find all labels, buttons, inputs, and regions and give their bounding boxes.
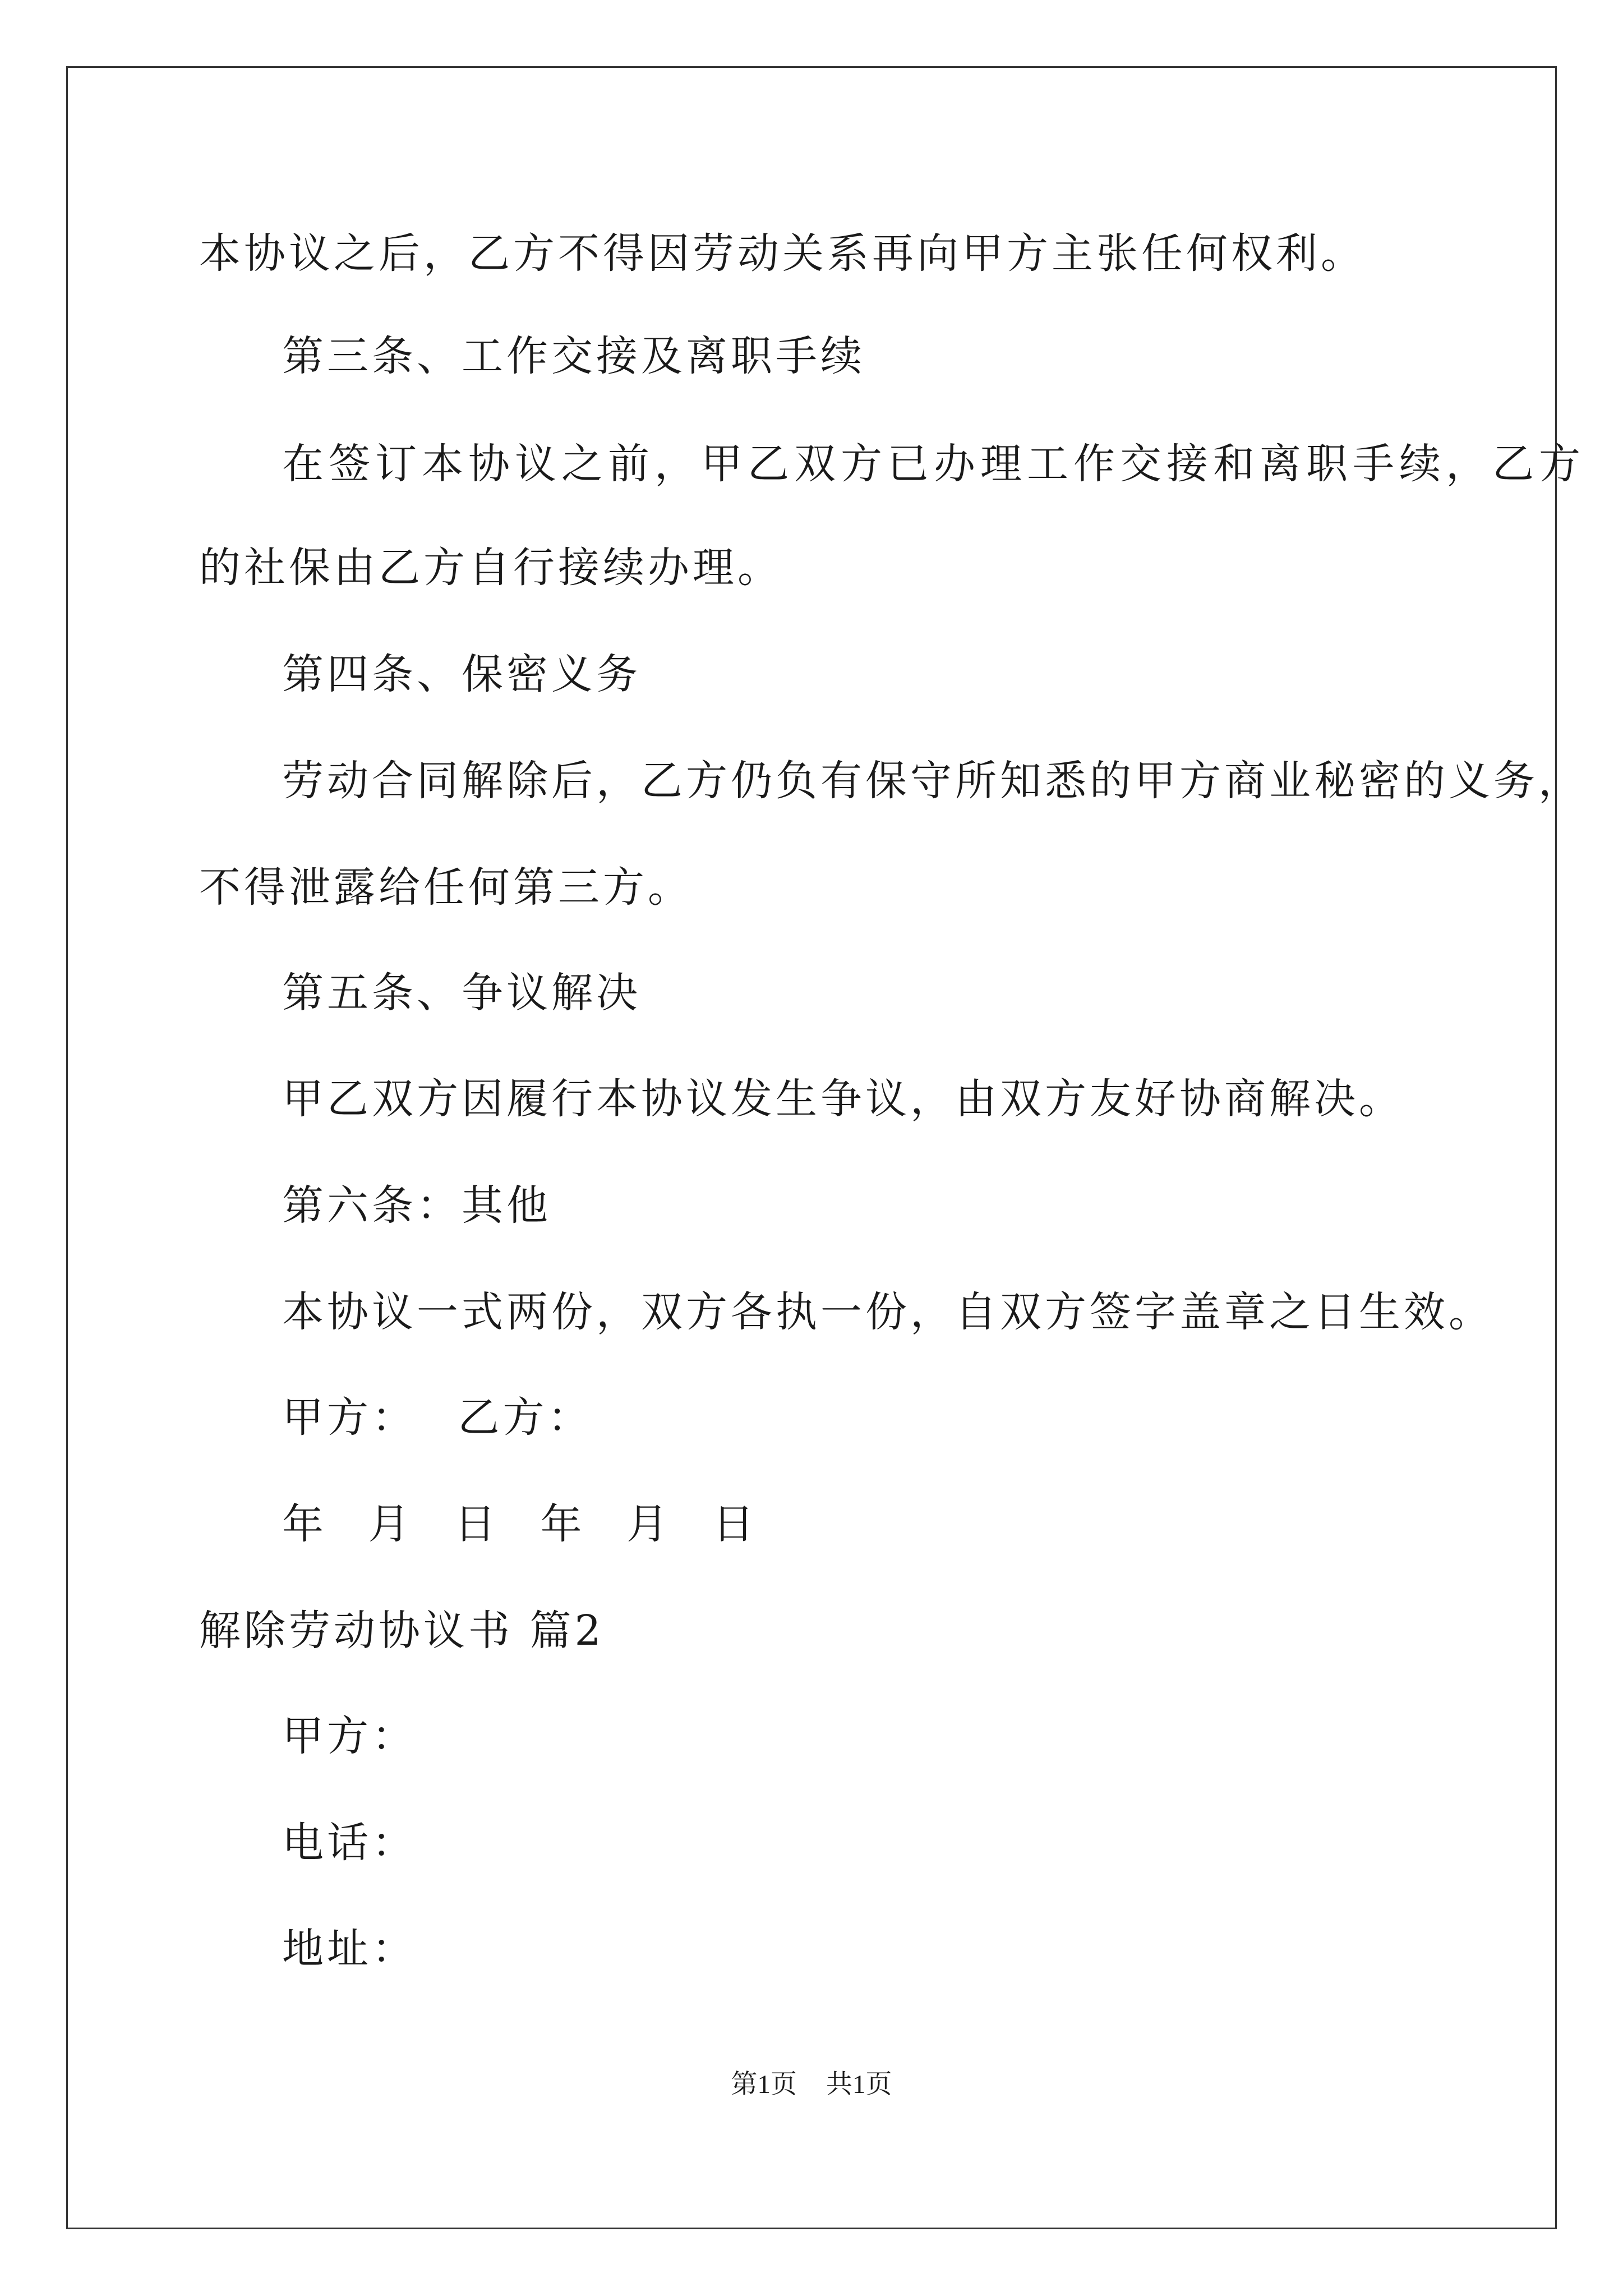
section-heading: 第三条、工作交接及离职手续 [282, 332, 865, 380]
article-title: 解除劳动协议书 篇2 [199, 1607, 605, 1655]
paragraph-line: 本协议一式两份，双方各执一份，自双方签字盖章之日生效。 [282, 1288, 1493, 1336]
paragraph-line: 不得泄露给任何第三方。 [199, 863, 693, 912]
phone-label: 电话： [282, 1819, 417, 1867]
page-border [66, 66, 1557, 2229]
page-total: 共1页 [826, 2070, 892, 2099]
section-heading: 第五条、争议解决 [282, 969, 641, 1017]
paragraph-line: 的社保由乙方自行接续办理。 [199, 544, 782, 592]
signature-parties: 甲方： 乙方： [282, 1393, 593, 1442]
signature-dates: 年 月 日 年 月 日 [282, 1500, 758, 1548]
page-footer [0, 2072, 1623, 2098]
paragraph-line: 甲乙双方因履行本协议发生争议，由双方友好协商解决。 [282, 1075, 1404, 1123]
paragraph-line: 本协议之后，乙方不得因劳动关系再向甲方主张任何权利。 [199, 229, 1366, 278]
paragraph-line: 劳动合同解除后，乙方仍负有保守所知悉的甲方商业秘密的义务， [282, 757, 1583, 805]
paragraph-line: 在签订本协议之前，甲乙双方已办理工作交接和离职手续，乙方 [282, 440, 1585, 488]
party-a-label: 甲方： [282, 1712, 417, 1760]
address-label: 地址： [282, 1925, 417, 1973]
section-heading: 第六条：其他 [282, 1181, 551, 1230]
section-heading: 第四条、保密义务 [282, 650, 641, 698]
page-number: 第1页 [731, 2070, 797, 2099]
